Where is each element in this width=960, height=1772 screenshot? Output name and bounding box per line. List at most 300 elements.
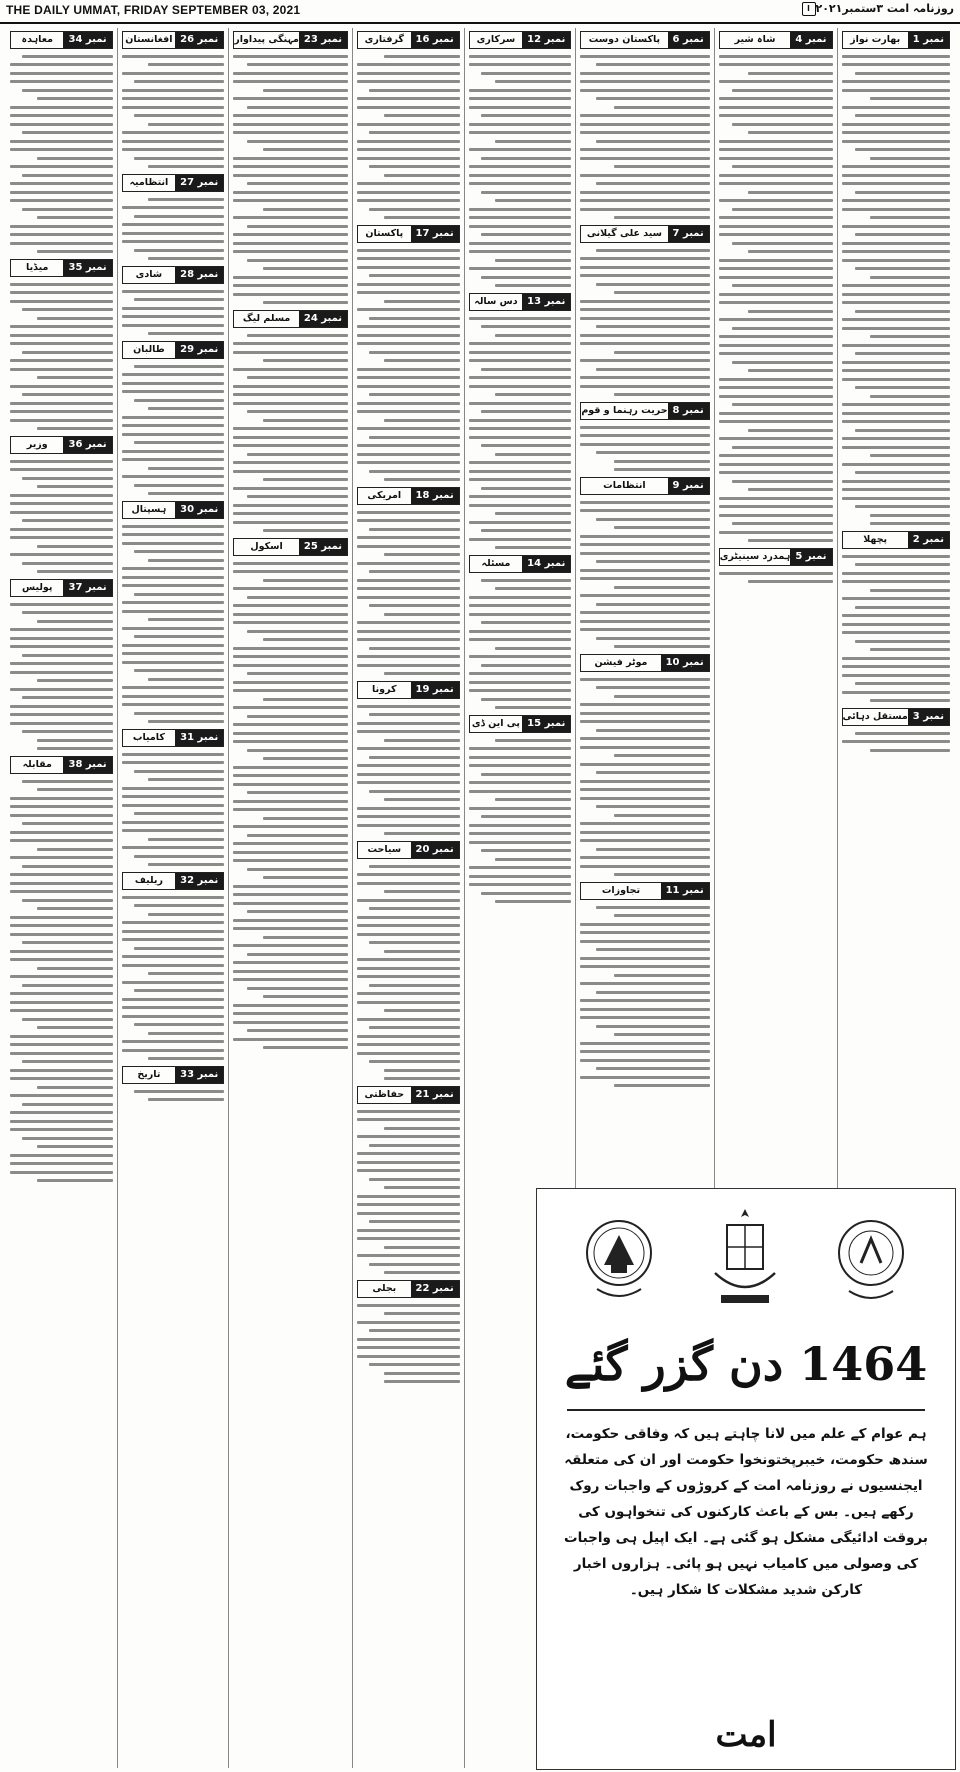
text-line	[842, 106, 950, 109]
text-line	[10, 603, 113, 606]
entry-heading	[357, 487, 460, 505]
text-line	[357, 385, 460, 388]
masthead	[0, 0, 960, 24]
text-line	[357, 596, 460, 599]
text-line	[384, 1380, 460, 1383]
text-line	[842, 208, 950, 211]
text-line	[134, 157, 224, 160]
text-line	[357, 376, 460, 379]
text-line	[10, 300, 113, 303]
text-line	[719, 378, 833, 381]
text-line	[247, 453, 348, 456]
text-line	[495, 393, 571, 396]
text-line	[855, 352, 950, 355]
text-line	[580, 712, 709, 715]
text-line	[134, 593, 224, 596]
text-line	[596, 906, 710, 909]
text-line	[10, 662, 113, 665]
text-line	[357, 730, 460, 733]
text-line	[384, 950, 460, 953]
text-line	[357, 747, 460, 750]
entry-title: امریکی	[367, 490, 402, 501]
entry-body-text	[469, 579, 572, 710]
text-line	[732, 242, 832, 245]
text-line	[357, 815, 460, 818]
text-line	[495, 284, 571, 287]
text-line	[842, 174, 950, 177]
text-line	[357, 291, 460, 294]
masthead-urdu-dateline	[798, 2, 955, 16]
text-line	[148, 1098, 224, 1101]
text-line	[10, 342, 113, 345]
text-line	[148, 972, 224, 975]
entry-title: ہمدرد سینیٹری	[719, 551, 791, 562]
text-line	[10, 199, 113, 202]
text-line	[842, 631, 950, 634]
text-line	[148, 863, 224, 866]
text-line	[369, 865, 459, 868]
entry-heading	[842, 31, 950, 49]
text-line	[732, 208, 832, 211]
text-line	[469, 807, 572, 810]
entry-title: میڈیا	[26, 262, 49, 273]
text-line	[122, 998, 225, 1001]
text-line	[719, 148, 833, 151]
text-line	[748, 191, 832, 194]
text-line	[122, 450, 225, 453]
entry-number: نمبر 18	[411, 488, 459, 504]
text-line	[495, 259, 571, 262]
entry-heading	[842, 708, 950, 726]
text-line	[369, 208, 459, 211]
text-line	[233, 461, 348, 464]
text-line	[357, 140, 460, 143]
entry-body-text	[357, 1304, 460, 1384]
text-line	[10, 933, 113, 936]
text-line	[469, 182, 572, 185]
text-line	[855, 191, 950, 194]
text-line	[369, 1026, 459, 1029]
text-line	[469, 832, 572, 835]
text-line	[842, 89, 950, 92]
text-line	[369, 1178, 459, 1181]
entry-heading	[580, 31, 709, 49]
text-line	[37, 907, 113, 910]
text-line	[122, 542, 225, 545]
text-line	[233, 885, 348, 888]
classified-entry	[469, 715, 572, 903]
entry-number: نمبر 31	[175, 730, 223, 746]
text-line	[233, 944, 348, 947]
column-7	[117, 28, 229, 1768]
entry-body-text	[10, 283, 113, 431]
text-line	[357, 899, 460, 902]
text-line	[357, 1001, 460, 1004]
text-line	[22, 351, 112, 354]
text-line	[580, 865, 709, 868]
text-line	[842, 480, 950, 483]
text-line	[357, 807, 460, 810]
text-line	[22, 519, 112, 522]
text-line	[580, 999, 709, 1002]
text-line	[37, 967, 113, 970]
text-line	[469, 604, 572, 607]
entry-number: نمبر 9	[668, 478, 709, 494]
text-line	[580, 577, 709, 580]
text-line	[495, 546, 571, 549]
text-line	[469, 242, 572, 245]
text-line	[22, 1103, 112, 1106]
text-line	[842, 250, 950, 253]
ad-emblems	[537, 1203, 955, 1315]
text-line	[719, 386, 833, 389]
text-line	[580, 1076, 709, 1079]
text-line	[263, 89, 348, 92]
text-line	[719, 267, 833, 270]
text-line	[719, 106, 833, 109]
text-line	[384, 359, 460, 362]
text-line	[263, 936, 348, 939]
entry-number: نمبر 14	[522, 556, 570, 572]
text-line	[842, 225, 950, 228]
text-line	[134, 484, 224, 487]
text-line	[469, 824, 572, 827]
text-line	[842, 284, 950, 287]
text-line	[357, 630, 460, 633]
text-line	[233, 385, 348, 388]
text-line	[134, 550, 224, 553]
text-line	[37, 788, 113, 791]
text-line	[469, 123, 572, 126]
text-line	[469, 781, 572, 784]
text-line	[469, 689, 572, 692]
text-line	[10, 1111, 113, 1114]
text-line	[481, 529, 571, 532]
text-line	[10, 114, 113, 117]
text-line	[842, 259, 950, 262]
text-line	[842, 327, 950, 330]
text-line	[10, 628, 113, 631]
classified-entry	[469, 31, 572, 287]
text-line	[37, 848, 113, 851]
text-line	[134, 1090, 224, 1093]
text-line	[10, 165, 113, 168]
text-line	[580, 552, 709, 555]
text-line	[357, 342, 460, 345]
text-line	[37, 739, 113, 742]
entry-heading	[10, 579, 113, 597]
text-line	[580, 923, 709, 926]
text-line	[122, 232, 225, 235]
text-line	[148, 492, 224, 495]
entry-body-text	[233, 334, 348, 533]
text-line	[10, 359, 113, 362]
text-line	[870, 589, 950, 592]
ad-body-text: ہم عوام کے علم میں لانا چاہتے ہیں کہ وفاقی حکومت، سندھ حکومت، خیبرپختونخوا حکومت اور ان کی متعلقہ ایجنسیوں نے روزنامہ امت کے کروڑوں کے واجبات روک رکھے ہیں۔ بس کے باعث کارکنوں کی تنخواہوں کی بروقت ادائیگی مشکل ہو گئی ہے۔ ایک اپیل ہی واجبات کی وصولی میں کامیاب نہیں ہو پائی۔ ہزاروں اخبار کارکن شدید مشکلات کا شکار ہیں۔	[564, 1426, 928, 1598]
text-line	[10, 1094, 113, 1097]
entry-number: نمبر 7	[668, 226, 709, 242]
text-line	[10, 191, 113, 194]
text-line	[495, 739, 571, 742]
text-line	[719, 293, 833, 296]
text-line	[580, 191, 709, 194]
text-line	[580, 931, 709, 934]
text-line	[469, 216, 572, 219]
text-line	[233, 131, 348, 134]
text-line	[357, 427, 460, 430]
text-line	[369, 713, 459, 716]
text-line	[495, 453, 571, 456]
text-line	[148, 63, 224, 66]
entry-title: پی این ڈی	[471, 718, 520, 729]
text-line	[10, 1043, 113, 1046]
entry-number: نمبر 17	[411, 226, 459, 242]
text-line	[357, 266, 460, 269]
text-line	[357, 1346, 460, 1349]
text-line	[357, 536, 460, 539]
text-line	[369, 941, 459, 944]
text-line	[22, 780, 112, 783]
text-line	[10, 106, 113, 109]
text-line	[469, 208, 572, 211]
text-line	[357, 444, 460, 447]
text-line	[122, 533, 225, 536]
text-line	[10, 468, 113, 471]
text-line	[247, 225, 348, 228]
text-line	[233, 732, 348, 735]
text-line	[469, 385, 572, 388]
text-line	[357, 461, 460, 464]
text-line	[233, 587, 348, 590]
text-line	[122, 981, 225, 984]
text-line	[247, 953, 348, 956]
text-line	[357, 72, 460, 75]
text-line	[842, 623, 950, 626]
entry-number: نمبر 38	[63, 757, 111, 773]
entry-title: طالبان	[133, 344, 165, 355]
text-line	[369, 1363, 459, 1366]
text-line	[122, 804, 225, 807]
text-line	[614, 1084, 710, 1087]
text-line	[369, 528, 459, 531]
ad-divider	[567, 1409, 925, 1411]
text-line	[122, 846, 225, 849]
text-line	[719, 80, 833, 83]
text-line	[495, 647, 571, 650]
text-line	[596, 848, 710, 851]
text-line	[122, 525, 225, 528]
government-dues-advert	[536, 1188, 956, 1770]
text-line	[384, 1372, 460, 1375]
text-line	[384, 553, 460, 556]
entry-number: نمبر 12	[522, 32, 570, 48]
text-line	[233, 402, 348, 405]
classified-entry	[233, 310, 348, 532]
text-line	[263, 698, 348, 701]
text-line	[842, 412, 950, 415]
text-line	[357, 249, 460, 252]
text-line	[481, 276, 571, 279]
entry-title: بھارت نواز	[850, 34, 901, 45]
text-line	[732, 89, 832, 92]
text-line	[384, 55, 460, 58]
classified-entry	[580, 477, 709, 648]
text-line	[122, 148, 225, 151]
text-line	[22, 1018, 112, 1021]
text-line	[842, 242, 950, 245]
text-line	[357, 123, 460, 126]
entry-heading	[357, 681, 460, 699]
text-line	[369, 1220, 459, 1223]
text-line	[469, 225, 572, 228]
text-line	[37, 620, 113, 623]
text-line	[580, 334, 709, 337]
text-line	[122, 1049, 225, 1052]
text-line	[233, 978, 348, 981]
text-line	[10, 325, 113, 328]
classified-entry	[357, 487, 460, 675]
text-line	[134, 904, 224, 907]
text-line	[469, 655, 572, 658]
text-line	[148, 678, 224, 681]
text-line	[580, 123, 709, 126]
entry-body-text	[233, 55, 348, 305]
text-line	[495, 900, 571, 903]
text-line	[37, 376, 113, 379]
text-line	[580, 443, 709, 446]
text-line	[233, 604, 348, 607]
text-line	[122, 72, 225, 75]
text-line	[148, 1057, 224, 1060]
text-line	[10, 402, 113, 405]
text-line	[233, 800, 348, 803]
entry-heading	[357, 841, 460, 859]
text-line	[870, 522, 950, 525]
classified-entry	[580, 31, 709, 219]
text-line	[870, 216, 950, 219]
text-line	[719, 174, 833, 177]
text-line	[580, 678, 709, 681]
text-line	[10, 950, 113, 953]
text-line	[369, 131, 459, 134]
text-line	[122, 644, 225, 647]
text-line	[580, 822, 709, 825]
entry-body-text	[580, 678, 709, 877]
entry-heading	[233, 538, 348, 556]
entry-heading	[122, 501, 225, 519]
text-line	[233, 97, 348, 100]
entry-heading	[357, 31, 460, 49]
text-line	[357, 63, 460, 66]
text-line	[134, 298, 224, 301]
text-line	[596, 771, 710, 774]
text-line	[469, 63, 572, 66]
text-line	[719, 259, 833, 262]
entry-heading	[357, 1280, 460, 1298]
text-line	[855, 429, 950, 432]
text-line	[580, 376, 709, 379]
text-line	[596, 368, 710, 371]
text-line	[842, 437, 950, 440]
text-line	[719, 514, 833, 517]
text-line	[37, 250, 113, 253]
text-line	[122, 964, 225, 967]
text-line	[148, 467, 224, 470]
text-line	[495, 334, 571, 337]
text-line	[384, 174, 460, 177]
text-line	[842, 674, 950, 677]
text-line	[247, 182, 348, 185]
text-line	[357, 764, 460, 767]
text-line	[122, 416, 225, 419]
text-line	[10, 814, 113, 817]
text-line	[719, 63, 833, 66]
text-line	[580, 501, 709, 504]
entry-body-text	[122, 55, 225, 169]
text-line	[233, 902, 348, 905]
text-line	[263, 301, 348, 304]
text-line	[469, 681, 572, 684]
text-line	[580, 266, 709, 269]
entry-title: مستقل دہائی	[842, 711, 908, 722]
text-line	[22, 696, 112, 699]
text-line	[614, 814, 710, 817]
text-line	[596, 325, 710, 328]
text-line	[719, 572, 833, 575]
text-line	[469, 747, 572, 750]
text-line	[22, 131, 112, 134]
text-line	[596, 1067, 710, 1070]
text-line	[10, 528, 113, 531]
text-line	[855, 148, 950, 151]
text-line	[580, 535, 709, 538]
text-line	[842, 199, 950, 202]
text-line	[122, 324, 225, 327]
text-line	[495, 858, 571, 861]
text-line	[596, 140, 710, 143]
classified-entry	[122, 31, 225, 168]
text-line	[719, 531, 833, 534]
text-line	[481, 444, 571, 447]
text-line	[10, 705, 113, 708]
entry-body-text	[122, 365, 225, 496]
column-8	[6, 28, 117, 1768]
text-line	[122, 1006, 225, 1009]
text-line	[10, 511, 113, 514]
text-line	[580, 257, 709, 260]
text-line	[580, 426, 709, 429]
text-line	[10, 494, 113, 497]
text-line	[263, 478, 348, 481]
text-line	[369, 165, 459, 168]
text-line	[580, 434, 709, 437]
text-line	[481, 487, 571, 490]
entry-body-text	[122, 525, 225, 724]
text-line	[233, 191, 348, 194]
text-line	[369, 907, 459, 910]
entry-heading	[10, 259, 113, 277]
text-line	[469, 630, 572, 633]
text-line	[469, 351, 572, 354]
text-line	[233, 293, 348, 296]
text-line	[842, 131, 950, 134]
text-line	[596, 805, 710, 808]
text-line	[10, 460, 113, 463]
text-line	[580, 957, 709, 960]
text-line	[357, 664, 460, 667]
text-line	[134, 712, 224, 715]
text-line	[481, 368, 571, 371]
